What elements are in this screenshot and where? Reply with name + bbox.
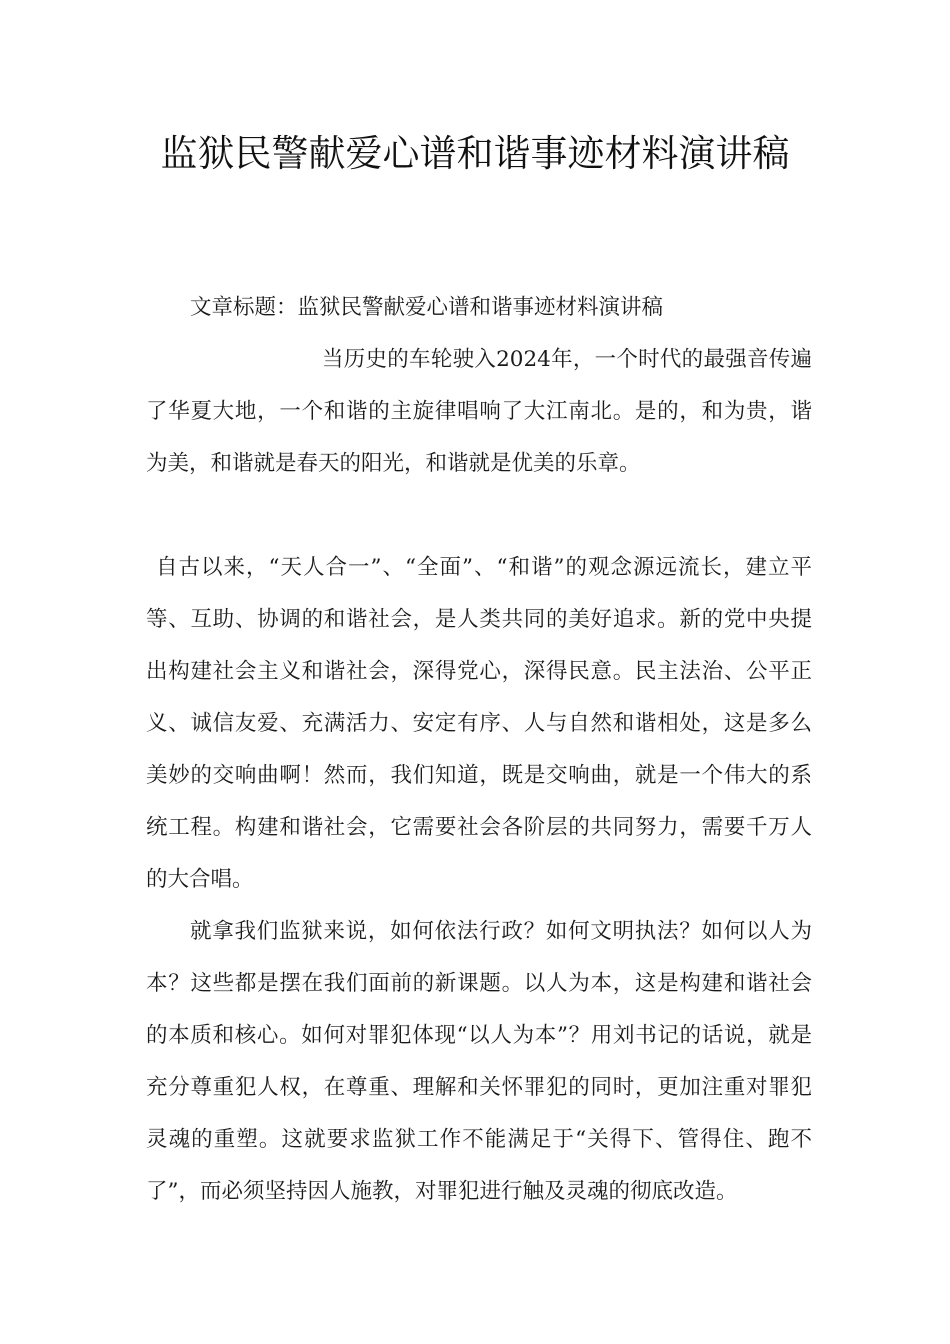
document-body [146, 282, 812, 1218]
paragraph-intro: 当历史的车轮驶入2024年，一个时代的最强音传遍了华夏大地，一个和谐的主旋律唱响了大江南北。是的，和为贵，谐为美，和谐就是春天的阳光，和谐就是优美的乐章。 [146, 347, 812, 476]
paragraph-prison: 就拿我们监狱来说，如何依法行政？如何文明执法？如何以人为本？这些都是摆在我们面前的新课题。以人为本，这是构建和谐社会的本质和核心。如何对罪犯体现“以人为本”？用刘书记的话说，就是充分尊重犯人权，在尊重、理解和关怀罪犯的同时，更加注重对罪犯灵魂的重塑。这就要求监狱工作不能满足于“关得下、管得住、跑不了”，而必须坚持因人施教，对罪犯进行触及灵魂的彻底改造。 [146, 919, 812, 1204]
paragraph-gap [146, 490, 812, 542]
paragraph-harmony: 自古以来，“天人合一”、“全面”、“和谐”的观念源远流长，建立平等、互助、协调的和谐社会，是人类共同的美好追求。新的党中央提出构建社会主义和谐社会，深得党心，深得民意。民主法治、公平正义、诚信友爱、充满活力、安定有序、人与自然和谐相处，这是多么美妙的交响曲啊！然而，我们知道，既是交响曲，就是一个伟大的系统工程。构建和谐社会，它需要社会各阶层的共同努力，需要千万人的大合唱。 [146, 555, 812, 892]
article-title-line: 文章标题：监狱民警献爱心谱和谐事迹材料演讲稿 [190, 295, 664, 320]
document-title: 监狱民警献爱心谱和谐事迹材料演讲稿 [160, 132, 790, 175]
